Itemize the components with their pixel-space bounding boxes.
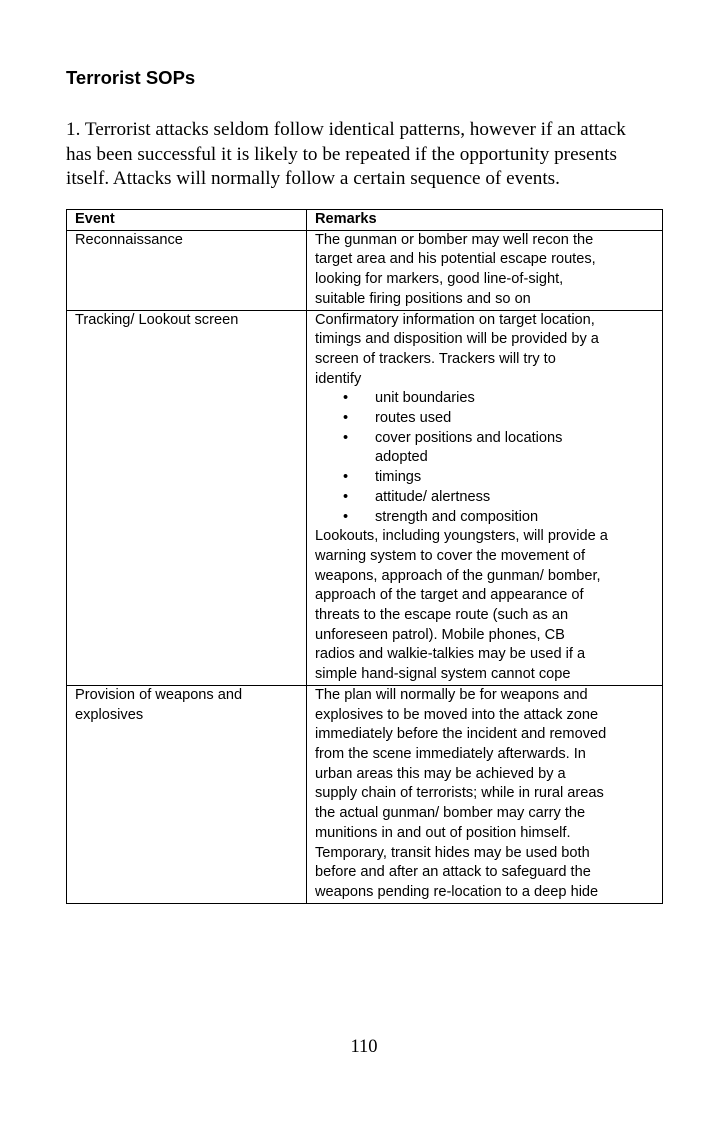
bullet-icon: • [343,488,349,505]
list-item [315,508,658,528]
remarks-text: The plan will normally be for weapons and [315,686,588,703]
remarks-text: The gunman or bomber may well recon the [315,231,594,248]
remarks-text: looking for markers, good line-of-sight, [315,271,564,288]
remarks-text: supply chain of terrorists; while in rural areas [315,785,604,802]
event-cell [67,310,307,685]
list-item-text: unit boundaries [375,390,475,407]
intro-paragraph [66,118,666,192]
remarks-text: warning system to cover the movement of [315,547,586,564]
list-item-text: timings [375,469,422,486]
bullet-icon: • [343,429,349,446]
page-title: Terrorist SOPs [66,67,196,88]
remarks-text: munitions in and out of position himself. [315,824,571,841]
event-text: Tracking/ Lookout screen [75,311,239,328]
event-text: Reconnaissance [75,231,183,248]
bullet-icon: • [343,410,349,427]
table-row [67,310,663,685]
remarks-cell [307,230,663,310]
remarks-text: threats to the escape route (such as an [315,607,569,624]
remarks-text: screen of trackers. Trackers will try to [315,350,556,367]
bullet-icon: • [343,469,349,486]
events-table [66,209,663,904]
remarks-text: explosives to be moved into the attack zone [315,706,599,723]
event-cell [67,685,307,903]
table-header-row [67,210,663,231]
remarks-text: approach of the target and appearance of [315,587,584,604]
list-item-text: strength and composition [375,508,539,525]
list-item [315,429,658,468]
bullet-icon: • [343,390,349,407]
intro-line: has been successful it is likely to be repeated if the opportunity presents [66,143,617,165]
list-item-text: adopted [375,449,428,466]
remarks-cell [307,310,663,685]
column-header-event: Event [67,210,307,231]
remarks-text: immediately before the incident and removed [315,726,607,743]
column-header-remarks: Remarks [307,210,663,231]
event-cell [67,230,307,310]
remarks-text: the actual gunman/ bomber may carry the [315,805,586,822]
list-item [315,409,658,429]
table-row [67,230,663,310]
remarks-text: Temporary, transit hides may be used both [315,844,590,861]
remarks-text: identify [315,370,362,387]
remarks-text: Lookouts, including youngsters, will provide a [315,528,608,545]
remarks-text: target area and his potential escape routes, [315,251,596,268]
remarks-text: unforeseen patrol). Mobile phones, CB [315,626,565,643]
remarks-text: simple hand-signal system cannot cope [315,666,571,683]
list-item-text: attitude/ alertness [375,488,491,505]
list-item [315,389,658,409]
list-item-text: cover positions and locations [375,429,563,446]
list-item [315,488,658,508]
page-number: 110 [350,1037,378,1057]
remarks-text: weapons, approach of the gunman/ bomber, [315,567,601,584]
list-item-text: routes used [375,410,452,427]
bullet-icon: • [343,508,349,525]
bullet-list [315,389,658,527]
intro-line: 1. Terrorist attacks seldom follow identical patterns, however if an attack [66,119,626,140]
intro-line: itself. Attacks will normally follow a certain sequence of events. [66,168,560,189]
remarks-cell [307,685,663,903]
table-row [67,685,663,903]
remarks-text: before and after an attack to safeguard the [315,864,591,881]
remarks-text: urban areas this may be achieved by a [315,765,566,782]
remarks-text: from the scene immediately afterwards. In [315,745,586,762]
remarks-text: suitable firing positions and so on [315,290,531,307]
event-text: Provision of weapons and [75,686,243,703]
remarks-text: timings and disposition will be provided by a [315,331,599,348]
remarks-text: Confirmatory information on target location, [315,311,595,328]
remarks-text: weapons pending re-location to a deep hide [315,883,599,900]
event-text: explosives [75,706,144,723]
remarks-text: radios and walkie-talkies may be used if a [315,646,586,663]
list-item [315,468,658,488]
